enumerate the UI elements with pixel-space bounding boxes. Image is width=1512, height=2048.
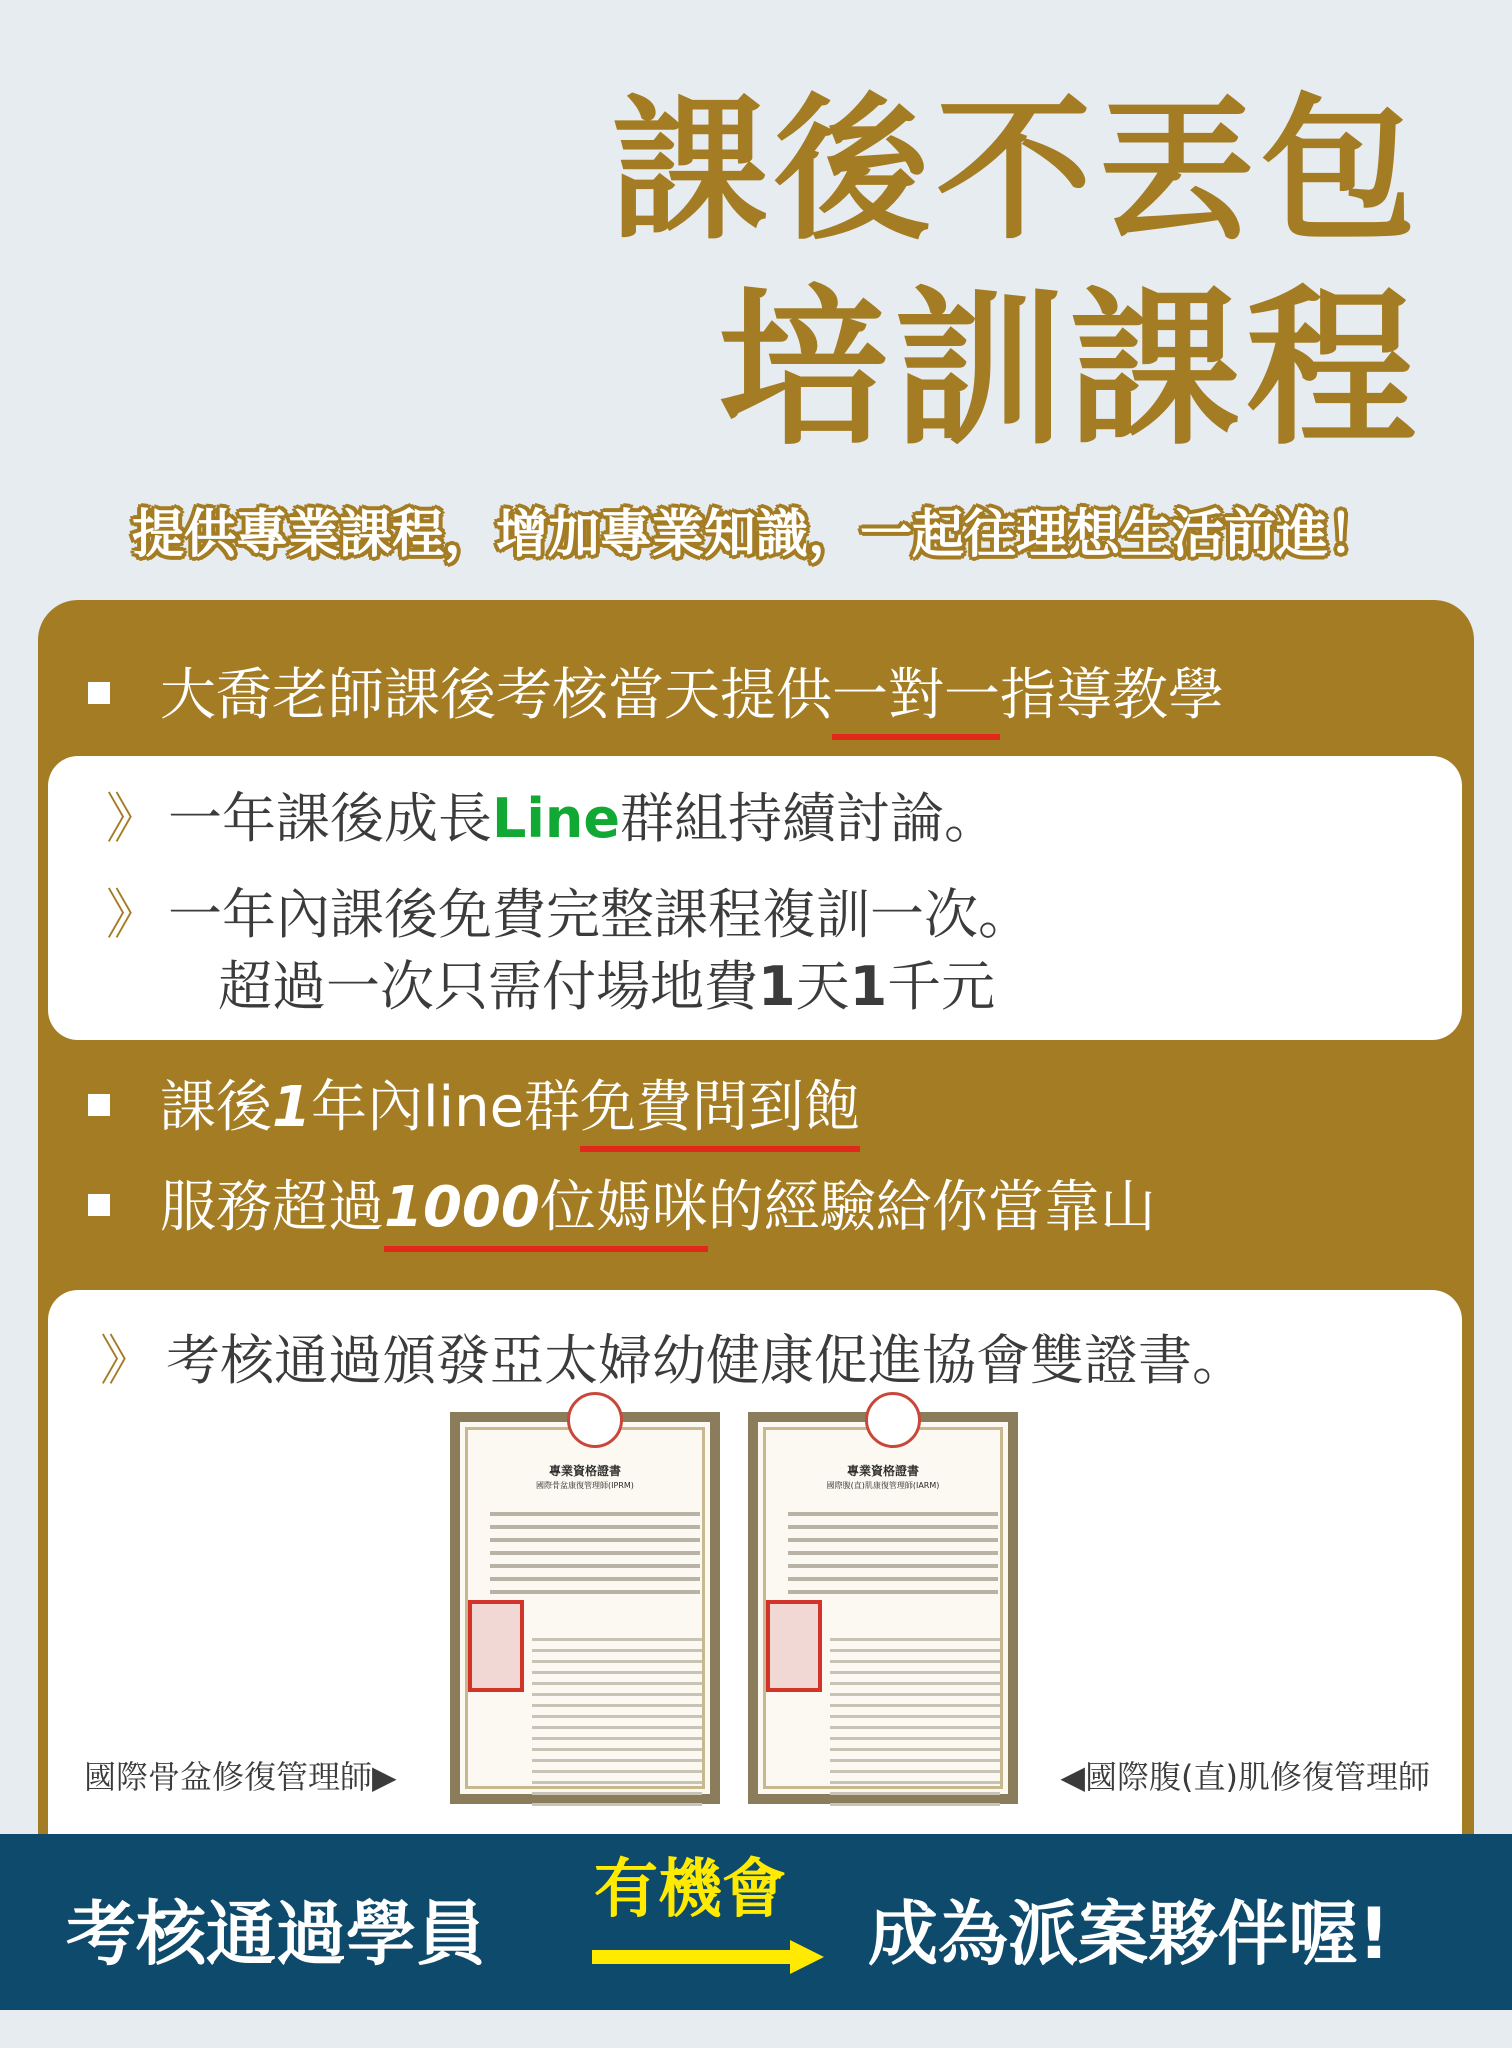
certificate-subtitle: 國際骨盆康復管理師(IPRM) (536, 1481, 634, 1490)
bullet-text: 大喬老師課後考核當天提供 (160, 663, 832, 728)
certificate-image-iarm (748, 1412, 1018, 1804)
item-text: 群組持續討論。 (620, 787, 998, 850)
list-item-note: 超過一次只需付場地費1天1千元 (218, 955, 996, 1018)
item-text: 考核通過頒發亞太婦幼健康促進協會雙證書。 (166, 1329, 1246, 1392)
footer-text-left: 考核通過學員 (66, 1893, 486, 1975)
page-title-line1: 課後不丟包 (612, 79, 1422, 261)
association-logo-icon (567, 1392, 623, 1448)
chevron-icon: 》 (100, 1329, 154, 1392)
red-seal-icon (468, 1600, 524, 1692)
item-text: 一年課後成長 (168, 787, 492, 850)
certificate-english-lines (532, 1638, 702, 1814)
certificate-english-lines (830, 1638, 1000, 1814)
bullet-one-on-one (88, 656, 1224, 736)
list-item (100, 1318, 1246, 1395)
bullet-highlight: 1000位媽咪 (384, 1175, 708, 1252)
certificate-title: 專業資格證書 (846, 1464, 919, 1478)
arrow-right-icon (592, 1950, 792, 1964)
association-logo-icon (865, 1392, 921, 1448)
footer-highlight: 有機會 (594, 1853, 786, 1927)
certificate-subtitle: 國際腹(直)肌康復管理師(IARM) (826, 1481, 940, 1490)
certificate-text-lines (788, 1512, 998, 1603)
certificate-text-lines (490, 1512, 700, 1603)
red-seal-icon (766, 1600, 822, 1692)
bullet-highlight: 免費問到飽 (580, 1075, 860, 1152)
bullet-highlight: 一對一 (832, 663, 1000, 740)
bullet-text: 指導教學 (1000, 663, 1224, 728)
page-title-line2: 培訓課程 (717, 271, 1422, 469)
certificate-label-abdominal: ◀國際腹(直)肌修復管理師 (1060, 1758, 1430, 1796)
bullet-square-icon (88, 1094, 110, 1116)
page-subtitle: 提供專業課程，增加專業知識，一起往理想生活前進！ (131, 505, 1380, 565)
list-item (106, 784, 998, 854)
chevron-icon: 》 (106, 787, 160, 850)
certificate-image-iprm (450, 1412, 720, 1804)
line-brand-text: Line (492, 787, 620, 850)
bullet-experience: 服務超過1000位媽咪的經驗給你當靠山 (88, 1168, 1156, 1248)
arrow-head-icon (790, 1940, 824, 1974)
bullet-square-icon (88, 1194, 110, 1216)
certificate-title: 專業資格證書 (548, 1464, 621, 1478)
item-text: 一年內課後免費完整課程複訓一次。 (168, 883, 1032, 946)
list-item (106, 880, 1032, 950)
bullet-square-icon (88, 682, 110, 704)
chevron-icon: 》 (106, 883, 160, 946)
line-group-card (48, 756, 1462, 1040)
triangle-left-icon: ◀ (1060, 1758, 1086, 1796)
footer-text-right: 成為派案夥伴喔! (868, 1893, 1390, 1975)
triangle-right-icon: ▶ (372, 1758, 397, 1796)
bullet-free-questions: 課後1年內line群免費問到飽 (88, 1068, 860, 1148)
certificate-label-pelvic: 國際骨盆修復管理師▶ (84, 1758, 397, 1796)
